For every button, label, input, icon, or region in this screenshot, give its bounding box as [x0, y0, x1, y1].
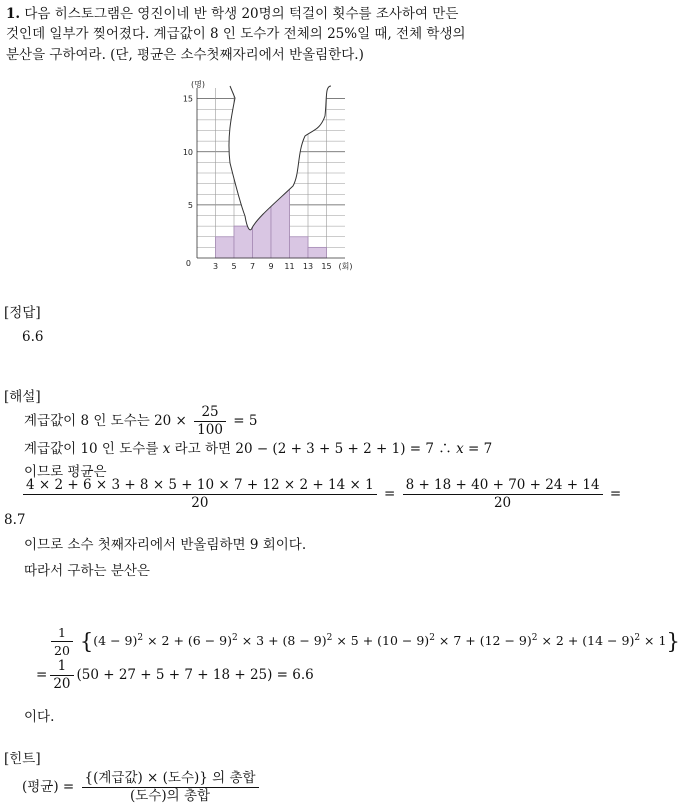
variance-term-3: (10 − 9)	[377, 633, 430, 649]
hint-fraction	[82, 770, 259, 805]
variance-numerator: 1	[51, 624, 73, 642]
variance-exponent-3: 2	[429, 633, 435, 643]
variance-multiplier-4: × 2 +	[537, 633, 583, 649]
histogram-bar	[216, 237, 235, 258]
histogram-bar	[290, 237, 309, 258]
mean-denominator-1: 20	[191, 495, 209, 511]
variance-term-4: (12 − 9)	[479, 633, 532, 649]
variance-term-1: (6 − 9)	[187, 633, 232, 649]
variance-exponent-4: 2	[531, 633, 538, 643]
solution-line-3: 이므로 평균은	[24, 464, 107, 480]
variance-sum: (50 + 27 + 5 + 7 + 18 + 25) = 6.6	[76, 667, 314, 683]
x-tick-label: 13	[302, 262, 314, 271]
solution-line-2-text: 계급값이 10 인 도수를	[24, 441, 159, 457]
solution-line-1	[24, 404, 257, 439]
hint-numerator: {(계급값) × (도수)} 의 총합	[82, 770, 259, 788]
variance-denominator-2: 20	[53, 676, 71, 692]
histogram-bar	[253, 205, 272, 258]
problem-line-3: 분산을 구하여라. (단, 평균은 소수첫째자리에서 반올림한다.)	[6, 47, 364, 63]
solution-line-2-result: = 7	[467, 441, 493, 457]
problem-text-1: 다음 히스토그램은 영진이네 반 학생 20명의 턱걸이 횟수를 조사하여 만든	[24, 6, 459, 22]
mean-result: 8.7	[4, 512, 26, 528]
variance-multiplier-1: × 3 +	[237, 633, 283, 649]
problem-line-1	[6, 4, 458, 24]
solution-line-1-result: = 5	[233, 413, 258, 429]
variance-term-0: (4 − 9)	[93, 633, 138, 649]
x-tick-label: 11	[284, 262, 295, 271]
mean-fraction-1	[23, 477, 377, 512]
x-tick-label: 15	[321, 262, 332, 271]
solution-line-5: 따라서 구하는 분산은	[24, 563, 150, 579]
mean-fraction-2	[403, 477, 603, 512]
variance-exponent-2: 2	[326, 633, 333, 643]
solution-line-2-equation: 라고 하면 20 − (2 + 3 + 5 + 2 + 1) = 7 ∴	[174, 441, 452, 457]
variance-multiplier-5: × 1	[640, 633, 667, 649]
fraction-numerator: 25	[194, 404, 226, 422]
variance-term-5: (14 − 9)	[582, 633, 635, 649]
variance-result	[36, 658, 314, 693]
solution-end: 이다.	[24, 709, 55, 725]
variance-multiplier-3: × 7 +	[434, 633, 480, 649]
y-unit-label: (명)	[191, 80, 205, 89]
histogram-bar	[234, 226, 253, 258]
variance-exponent-0: 2	[137, 633, 144, 643]
x-tick-label: 7	[249, 262, 256, 271]
hint-label: [힌트]	[4, 751, 41, 767]
histogram-bar	[271, 184, 290, 258]
mean-numerator-2: 8 + 18 + 40 + 70 + 24 + 14	[403, 477, 603, 495]
variable-x-2: x	[456, 441, 464, 457]
answer-label: [정답]	[4, 305, 41, 321]
close-brace: }	[666, 629, 680, 654]
origin-label: 0	[185, 259, 191, 268]
variance-multiplier-2: × 5 +	[332, 633, 378, 649]
x-tick-label: 9	[268, 262, 274, 271]
variable-x: x	[162, 441, 171, 457]
answer-value: 6.6	[22, 329, 44, 345]
mean-denominator-2: 20	[493, 495, 512, 511]
variance-terms	[93, 633, 666, 648]
hint-formula	[22, 767, 262, 807]
problem-line-2: 것인데 일부가 찢어졌다. 계급값이 8 인 도수가 전체의 25%일 때, 전체 학생의	[6, 26, 466, 42]
variance-equals: =	[36, 667, 48, 683]
y-tick-label: 5	[187, 200, 193, 210]
variance-fraction	[51, 624, 73, 659]
y-tick-label: 15	[182, 94, 193, 104]
fraction-denominator: 100	[197, 422, 223, 438]
equals-sign-2: =	[609, 486, 622, 502]
hint-denominator: (도수)의 총합	[130, 788, 211, 804]
variance-numerator-2: 1	[50, 658, 73, 676]
equals-sign: =	[383, 486, 396, 502]
x-tick-label: 5	[231, 262, 237, 271]
solution-line-2	[24, 439, 492, 459]
histogram-bar	[308, 247, 327, 258]
x-unit-label: (회)	[338, 262, 353, 271]
solution-line-4: 이므로 소수 첫째자리에서 반올림하면 9 회이다.	[24, 537, 307, 553]
variance-exponent-5: 2	[634, 633, 641, 643]
mean-numerator-1: 4 × 2 + 6 × 3 + 8 × 5 + 10 × 7 + 12 × 2 + 14 × 1	[23, 477, 377, 495]
variance-fraction-2	[50, 658, 73, 693]
mean-equation	[20, 477, 621, 512]
histogram-chart	[182, 78, 365, 278]
fraction-25-100	[194, 404, 226, 439]
variance-term-2: (8 − 9)	[282, 633, 327, 649]
solution-label: [해설]	[4, 389, 41, 405]
open-brace: {	[79, 629, 94, 654]
variance-multiplier-0: × 2 +	[143, 633, 188, 649]
variance-equation	[48, 620, 680, 660]
y-tick-label: 10	[182, 147, 193, 157]
variance-exponent-1: 2	[231, 633, 238, 643]
solution-line-1-text: 계급값이 8 인 도수는 20 ×	[24, 413, 187, 429]
hint-lhs: (평균) =	[22, 779, 75, 795]
variance-denominator: 20	[54, 643, 70, 659]
problem-number: 1.	[6, 6, 21, 22]
x-tick-label: 3	[212, 262, 219, 271]
